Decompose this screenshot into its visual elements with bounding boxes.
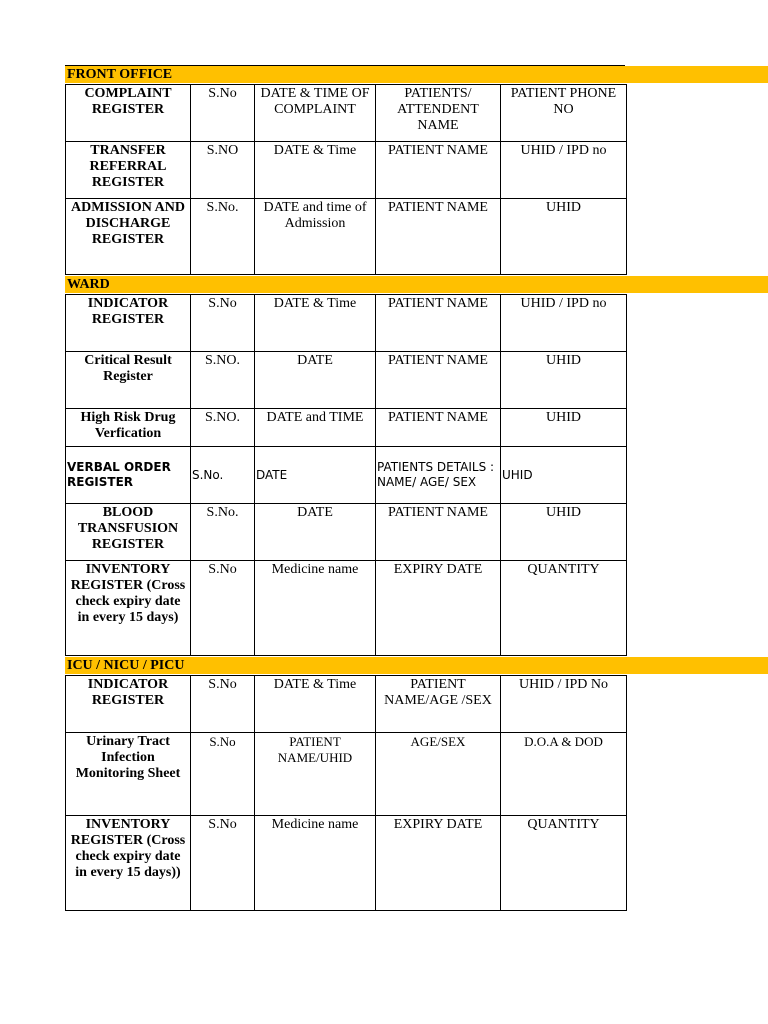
column-cell: UHID [501,352,627,409]
column-cell: DATE & Time [255,295,376,352]
register-title: TRANSFER REFERRAL REGISTER [66,142,191,199]
column-cell: UHID / IPD No [501,676,627,733]
table-row [66,504,627,561]
serial-cell: S.No. [191,447,255,504]
column-cell: Medicine name [255,561,376,656]
section-title: FRONT OFFICE [67,67,173,82]
register-title: High Risk Drug Verfication [66,409,191,447]
register-title: INDICATOR REGISTER [66,295,191,352]
table-row [66,295,627,352]
column-cell: PATIENTS DETAILS : NAME/ AGE/ SEX [376,447,501,504]
column-cell: DATE & Time [255,142,376,199]
section-header-ward [65,275,768,294]
section-title: ICU / NICU / PICU [67,658,185,673]
ward-table [65,294,627,656]
column-cell: DATE [255,447,376,504]
register-title: VERBAL ORDER REGISTER [66,447,191,504]
column-cell: PATIENT NAME [376,352,501,409]
column-cell: DATE & Time [255,676,376,733]
register-title: INVENTORY REGISTER (Cross check expiry date in every 15 days) [66,561,191,656]
serial-cell: S.No. [191,504,255,561]
column-cell: UHID [501,199,627,275]
serial-cell: S.No [191,295,255,352]
column-cell: QUANTITY [501,561,627,656]
serial-cell: S.No [191,561,255,656]
register-title: Urinary Tract Infection Monitoring Sheet [66,733,191,816]
section-header-band [65,276,768,293]
column-cell: DATE & TIME OF COMPLAINT [255,85,376,142]
table-row [66,352,627,409]
column-cell: DATE and TIME [255,409,376,447]
section-header-icu [65,656,768,675]
column-cell: PATIENT NAME/AGE /SEX [376,676,501,733]
register-title: INVENTORY REGISTER (Cross check expiry date in every 15 days)) [66,816,191,911]
column-cell: PATIENT PHONE NO [501,85,627,142]
column-cell: PATIENT NAME [376,295,501,352]
column-cell: EXPIRY DATE [376,561,501,656]
column-cell: DATE [255,504,376,561]
register-title: COMPLAINT REGISTER [66,85,191,142]
column-cell: PATIENT NAME [376,504,501,561]
column-cell: PATIENT NAME [376,142,501,199]
table-row [66,409,627,447]
column-cell: Medicine name [255,816,376,911]
table-row [66,85,627,142]
table-row [66,447,627,504]
table-row [66,199,627,275]
serial-cell: S.No [191,676,255,733]
serial-cell: S.No [191,733,255,816]
register-sheet [65,65,768,911]
serial-cell: S.No. [191,199,255,275]
column-cell: DATE and time of Admission [255,199,376,275]
table-row [66,676,627,733]
column-cell: AGE/SEX [376,733,501,816]
serial-cell: S.NO [191,142,255,199]
serial-cell: S.No [191,85,255,142]
table-row [66,142,627,199]
table-row [66,816,627,911]
column-cell: UHID [501,447,627,504]
column-cell: QUANTITY [501,816,627,911]
serial-cell: S.NO. [191,409,255,447]
column-cell: PATIENT NAME [376,199,501,275]
section-title: WARD [67,277,110,292]
column-cell: UHID / IPD no [501,295,627,352]
column-cell: UHID [501,409,627,447]
register-title: INDICATOR REGISTER [66,676,191,733]
column-cell: PATIENT NAME [376,409,501,447]
column-cell: PATIENT NAME/UHID [255,733,376,816]
register-title: ADMISSION AND DISCHARGE REGISTER [66,199,191,275]
serial-cell: S.NO. [191,352,255,409]
front-office-table [65,84,627,275]
column-cell: UHID / IPD no [501,142,627,199]
column-cell: UHID [501,504,627,561]
table-row [66,561,627,656]
register-title: BLOOD TRANSFUSION REGISTER [66,504,191,561]
column-cell: EXPIRY DATE [376,816,501,911]
table-row [66,733,627,816]
column-cell: D.O.A & DOD [501,733,627,816]
serial-cell: S.No [191,816,255,911]
column-cell: PATIENTS/ ATTENDENT NAME [376,85,501,142]
icu-table [65,675,627,911]
section-header-front-office [65,65,768,84]
register-title: Critical Result Register [66,352,191,409]
column-cell: DATE [255,352,376,409]
